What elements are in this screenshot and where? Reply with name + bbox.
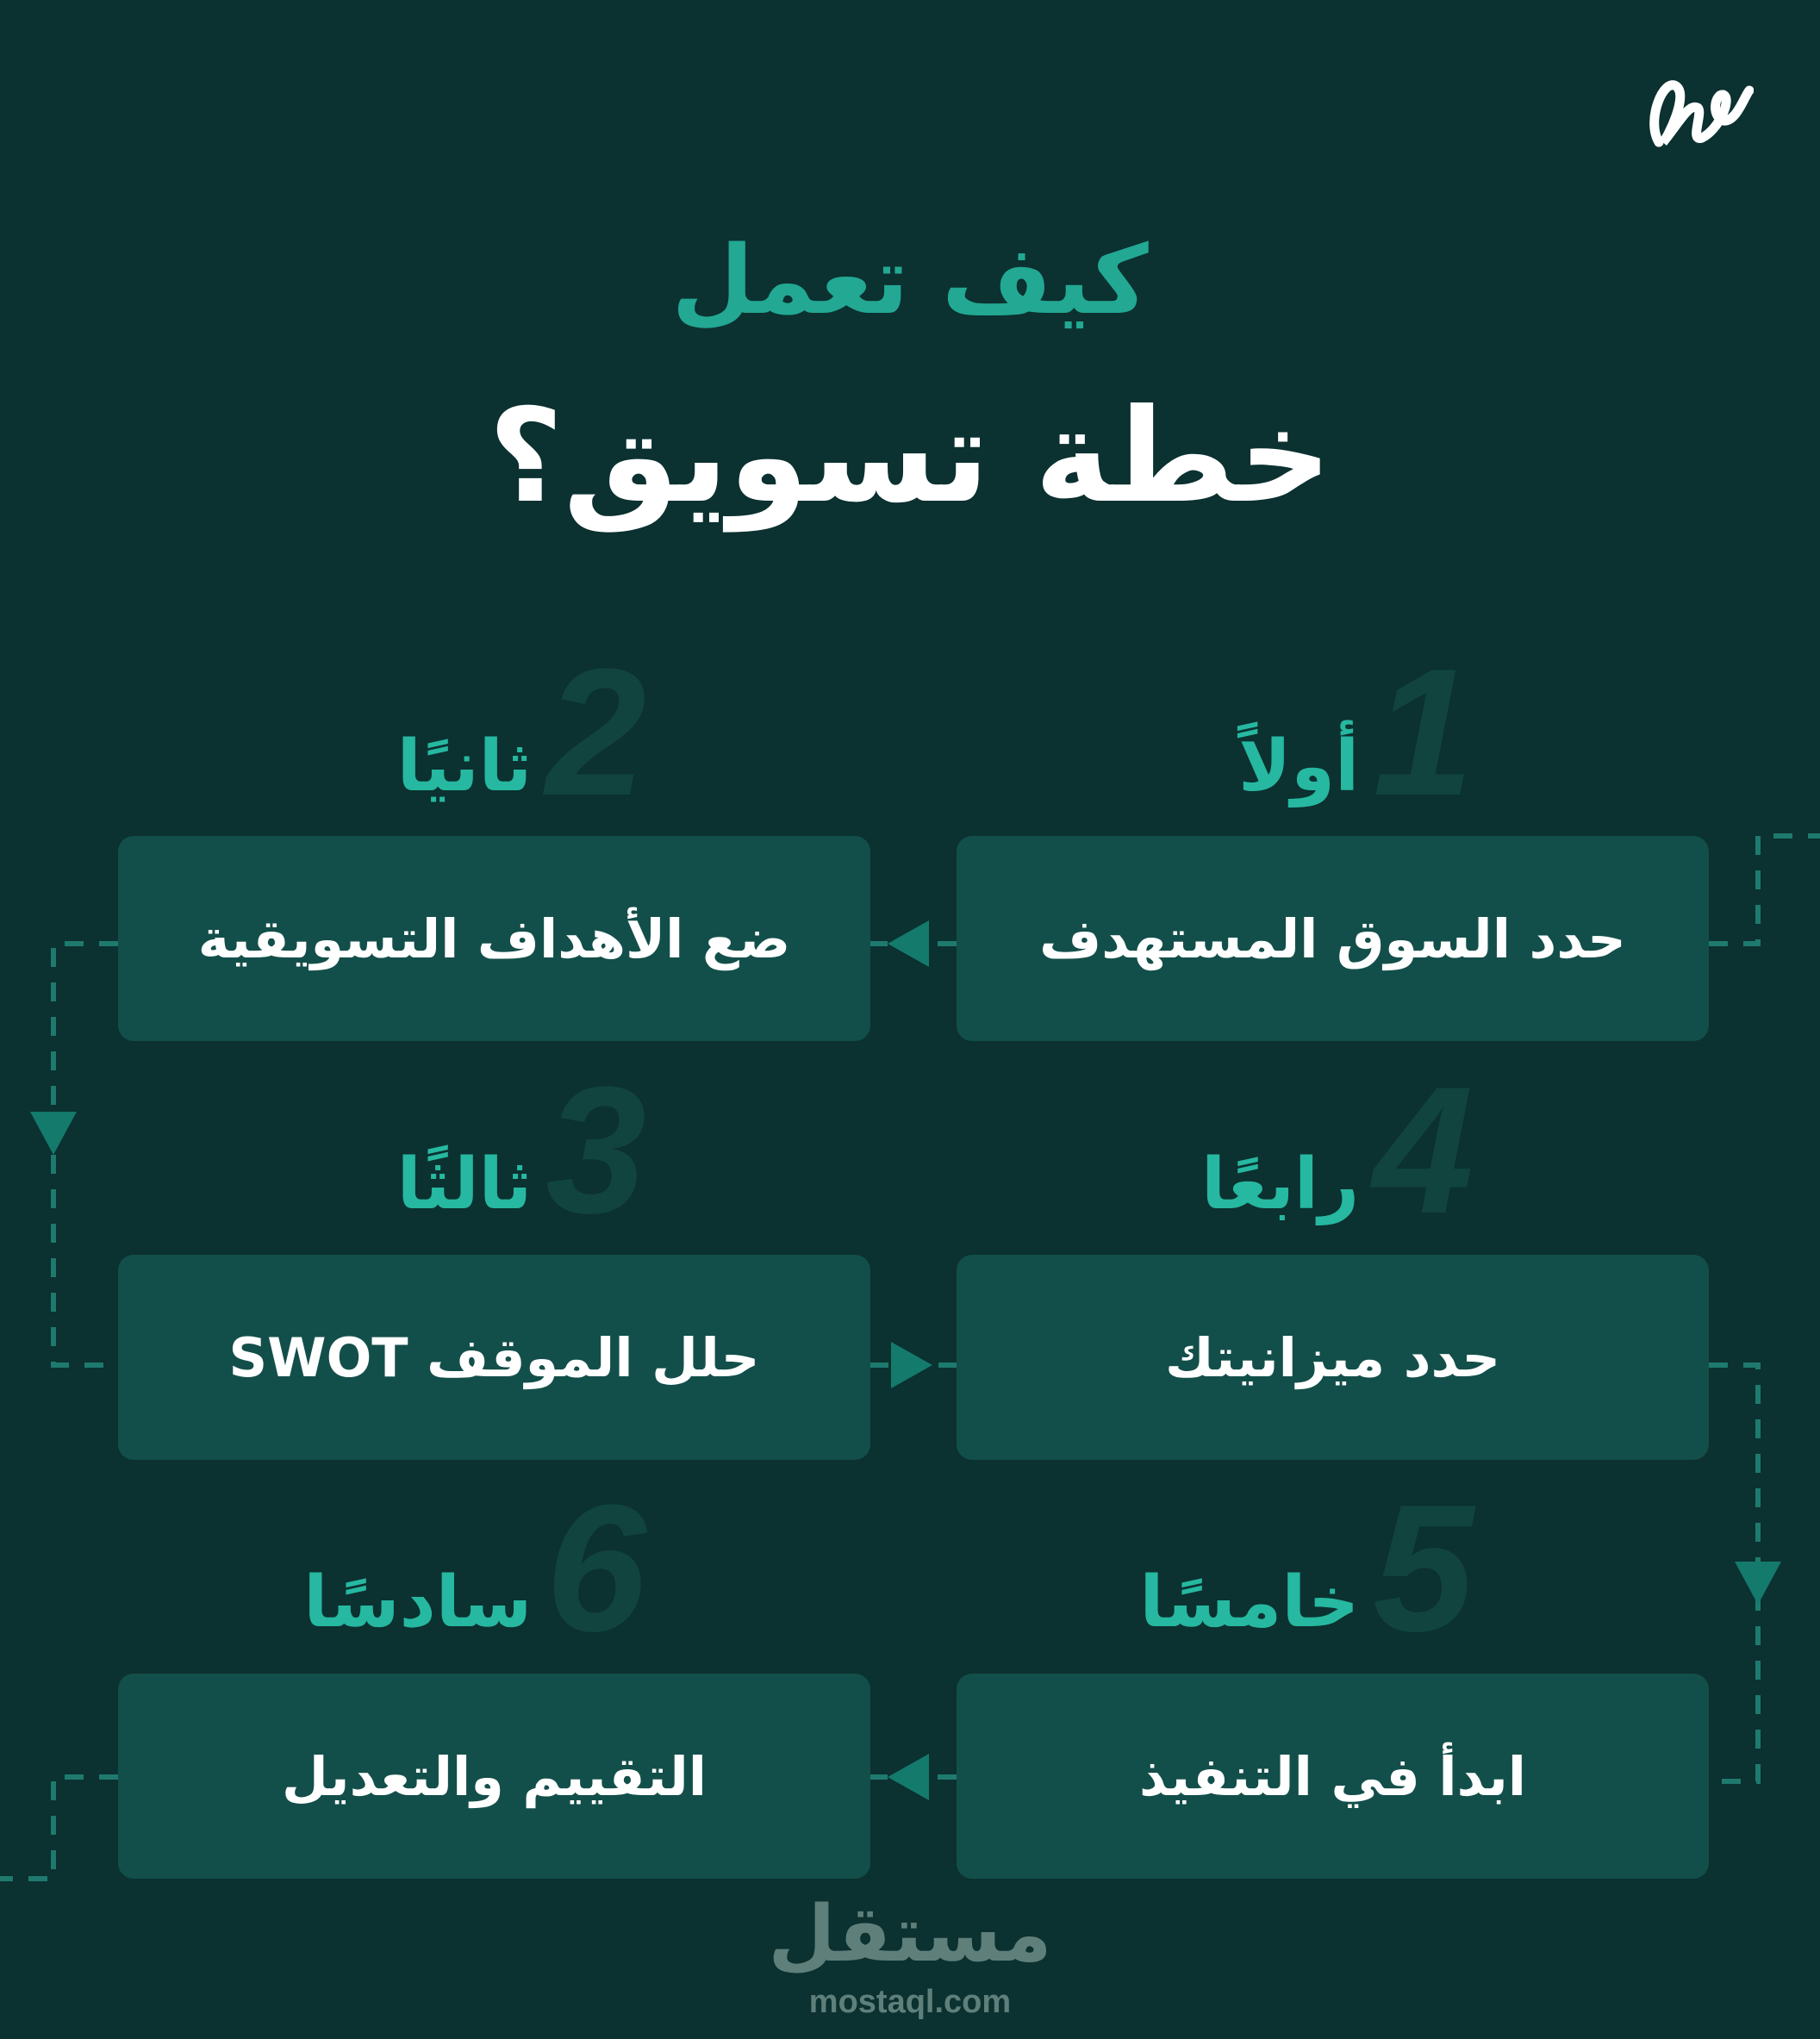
arrow-left-icon (888, 920, 929, 967)
step-box-4: حدد ميزانيتك (957, 1255, 1709, 1460)
step-heading-4 (1201, 1049, 1482, 1251)
step-number: 4 (1373, 1049, 1474, 1251)
step-box-2: ضع الأهداف التسويقية (118, 836, 870, 1041)
step-heading-6 (303, 1467, 655, 1669)
step-ordinal: رابعًا (1201, 1144, 1360, 1225)
step-box-6: التقييم والتعديل (118, 1674, 870, 1879)
step-ordinal: ثانيًا (396, 726, 533, 807)
step-ordinal: أولاً (1238, 726, 1360, 807)
step-number: 2 (545, 631, 646, 833)
step-box-3: حلل الموقف SWOT (118, 1255, 870, 1460)
watermark-latin: mostaql.com (808, 1984, 1012, 2020)
step-heading-2 (396, 631, 655, 833)
arrow-down-icon (1735, 1562, 1781, 1605)
subtitle: كيف تعمل (671, 225, 1149, 335)
page-title: خطة تسويق؟ (488, 382, 1332, 532)
watermark-arabic: مستقل (768, 1889, 1052, 1980)
step-ordinal: ثالثًا (396, 1144, 533, 1225)
step-number: 1 (1373, 631, 1474, 833)
step-heading-1 (1238, 631, 1482, 833)
step-number: 5 (1373, 1467, 1474, 1669)
step-heading-5 (1139, 1467, 1482, 1669)
step-number: 3 (545, 1049, 646, 1251)
step-box-1: حدد السوق المستهدف (957, 836, 1709, 1041)
step-box-5: ابدأ في التنفيذ (957, 1674, 1709, 1879)
step-heading-3 (396, 1049, 655, 1251)
arrow-down-icon (30, 1112, 77, 1155)
step-ordinal: سادسًا (303, 1562, 533, 1643)
step-number: 6 (545, 1467, 646, 1669)
step-ordinal: خامسًا (1139, 1562, 1360, 1643)
watermark (0, 1887, 1820, 2022)
arrow-left-icon (888, 1754, 929, 1800)
arrow-right-icon (891, 1342, 932, 1388)
